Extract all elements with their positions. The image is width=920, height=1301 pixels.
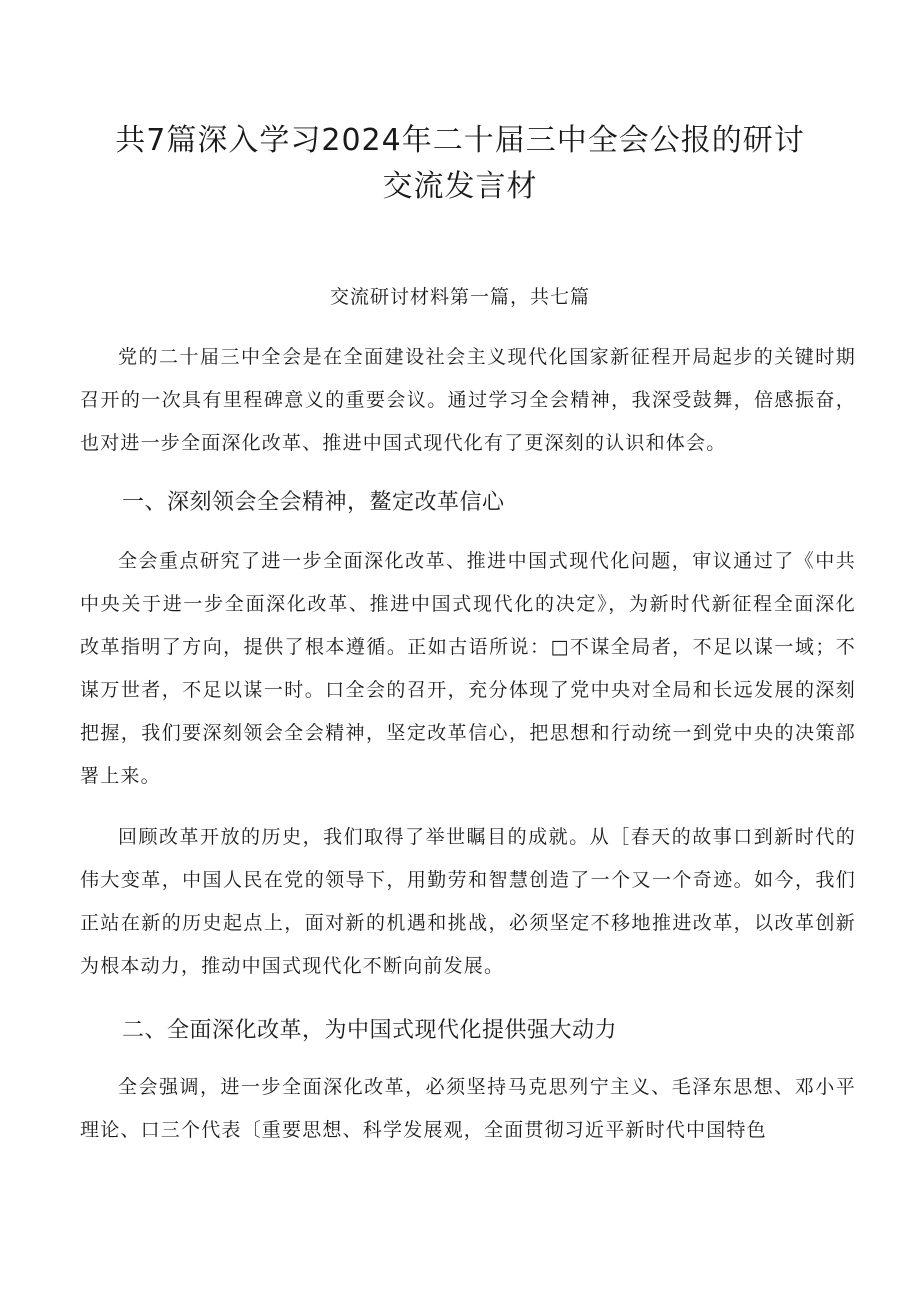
- paragraph-section-1-a: 全会重点研究了进一步全面深化改革、推进中国式现代化问题，审议通过了《中共中央关于进一步全面深化改革、推进中国式现代化的决定》，为新时代新征程全面深化改革指明了方向，提供了根本遵循。正如古语所说：□不谋全局者，不足以谋一域；不谋万世者，不足以谋一时。口全会的召开，充分体现了党中央对全局和长远发展的深刻把握，我们要深刻领会全会精神，坚定改革信心，把思想和行动统一到党中央的决策部署上来。: [80, 550, 856, 787]
- paragraph-intro: 党的二十届三中全会是在全面建设社会主义现代化国家新征程开局起步的关键时期召开的一次具有里程碑意义的重要会议。通过学习全会精神，我深受鼓舞，倍感振奋，也对进一步全面深化改革、推进中国式现代化有了更深刻的认识和体会。: [80, 346, 856, 454]
- document-subtitle: 交流研讨材料第一篇，共七篇: [329, 286, 590, 308]
- paragraph-section-1-b: 回顾改革开放的历史，我们取得了举世瞩目的成就。从［春天的故事口到新时代的伟大变革，中国人民在党的领导下，用勤劳和智慧创造了一个又一个奇迹。如今，我们正站在新的历史起点上，面对新的机遇和挑战，必须坚定不移地推进改革，以改革创新为根本动力，推动中国式现代化不断向前发展。: [80, 826, 856, 977]
- section-heading-1: 一、深刻领会全会精神，鳌定改革信心: [122, 490, 505, 515]
- section-heading-2: 二、全面深化改革，为中国式现代化提供强大动力: [122, 1018, 618, 1043]
- document-title: 共7篇深入学习2024年二十届三中全会公报的研讨交流发言材: [115, 123, 805, 204]
- paragraph-section-2-a: 全会强调，进一步全面深化改革，必须坚持马克思列宁主义、毛泽东思想、邓小平理论、口三个代表〔重要思想、科学发展观，全面贯彻习近平新时代中国特色: [80, 1076, 856, 1141]
